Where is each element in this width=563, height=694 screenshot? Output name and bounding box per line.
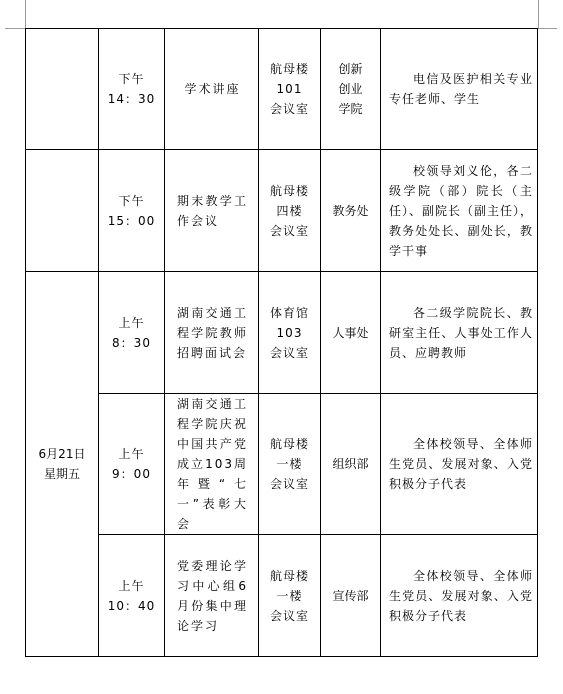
- time-period: 下午: [118, 193, 145, 208]
- organizer-cell: 宣传部: [321, 535, 381, 657]
- time-cell: [99, 394, 165, 535]
- organizer-cell: 组织部: [321, 394, 381, 535]
- organizer-cell: [321, 29, 381, 150]
- venue-floor: 四楼: [276, 203, 303, 218]
- topic-cell: 学术讲座: [165, 29, 259, 150]
- venue-building: 航母楼: [269, 568, 309, 583]
- venue-cell: [259, 272, 321, 394]
- organizer-line: 创新: [338, 62, 363, 76]
- attendees-cell: 全体校领导、全体师生党员、发展对象、入党积极分子代表: [381, 535, 538, 657]
- time-cell: [99, 29, 165, 150]
- attendees-cell: 校领导刘义伦，各二级学院（部）院长（主任）、副院长（副主任），教务处处长、副处长，教学干事: [381, 150, 538, 272]
- organizer-cell: 人事处: [321, 272, 381, 394]
- time-cell: [99, 150, 165, 272]
- venue-building: 航母楼: [269, 62, 309, 76]
- venue-room: 会议室: [269, 477, 309, 491]
- date-label: 6月21日: [38, 447, 86, 461]
- time-value: 15：00: [107, 213, 156, 228]
- time-value: 9：00: [112, 467, 151, 481]
- attendees-cell: 各二级学院院长、教研室主任、人事处工作人员、应聘教师: [381, 272, 538, 394]
- time-cell: [99, 272, 165, 394]
- weekday-label: 星期五: [43, 467, 80, 481]
- time-period: 上午: [118, 578, 145, 593]
- venue-floor: 101: [276, 82, 303, 96]
- venue-cell: [259, 535, 321, 657]
- time-cell: [99, 535, 165, 657]
- organizer-cell: 教务处: [321, 150, 381, 272]
- topic-cell: 湖南交通工程学院教师招聘面试会: [165, 272, 259, 394]
- time-value: 14：30: [107, 92, 156, 106]
- topic-cell: 期末教学工作会议: [165, 150, 259, 272]
- table-row: [26, 272, 538, 394]
- venue-room: 会议室: [269, 608, 309, 623]
- date-cell: [26, 272, 99, 657]
- time-value: 10：40: [107, 598, 156, 613]
- table-row: [26, 29, 538, 150]
- schedule-table: [25, 28, 538, 657]
- topic-cell: 湖南交通工程学院庆祝中国共产党成立103周年暨“七一”表彰大会: [165, 394, 259, 535]
- page-margin-corner-left: [5, 0, 26, 29]
- venue-cell: [259, 150, 321, 272]
- table-row: [26, 394, 538, 535]
- venue-cell: [259, 29, 321, 150]
- time-value: 8：30: [112, 335, 151, 350]
- organizer-line: 创业: [338, 82, 363, 96]
- attendees-cell: 全体校领导、全体师生党员、发展对象、入党积极分子代表: [381, 394, 538, 535]
- attendees-cell: 电信及医护相关专业专任老师、学生: [381, 29, 538, 150]
- venue-building: 航母楼: [269, 437, 309, 451]
- table-row: [26, 535, 538, 657]
- date-cell-empty: [26, 29, 99, 150]
- venue-floor: 一楼: [276, 457, 303, 471]
- table-row: [26, 150, 538, 272]
- venue-room: 会议室: [269, 223, 309, 238]
- organizer-line: 学院: [338, 102, 363, 116]
- venue-floor: 一楼: [276, 588, 303, 603]
- venue-building: 体育馆: [269, 305, 309, 320]
- venue-cell: [259, 394, 321, 535]
- venue-room: 会议室: [269, 345, 309, 360]
- time-period: 上午: [118, 447, 145, 461]
- time-period: 上午: [118, 315, 145, 330]
- page-margin-corner-right: [538, 0, 557, 29]
- venue-floor: 103: [276, 325, 303, 340]
- time-period: 下午: [118, 72, 145, 86]
- venue-room: 会议室: [269, 102, 309, 116]
- date-cell-empty: [26, 150, 99, 272]
- venue-building: 航母楼: [269, 183, 309, 198]
- topic-cell: 党委理论学习中心组6月份集中理论学习: [165, 535, 259, 657]
